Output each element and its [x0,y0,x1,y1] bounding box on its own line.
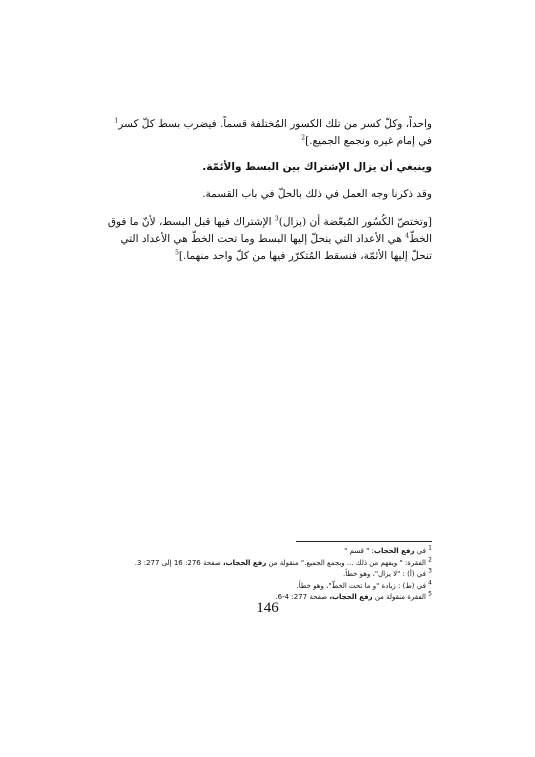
footnote-text: الفقرة منقولة من [372,593,429,601]
footnote-source: رفع الحجاب [373,547,415,555]
footnote-item [106,558,432,570]
footnote-item [106,569,432,581]
footnote-ref-4[interactable]: 4 [405,232,410,240]
footnote-ref-2[interactable]: 2 [301,134,306,142]
footnote-separator [296,541,432,542]
footnote-text: في (ط) : زيادة "و ما تحت الخطّ"، وهو خطأ. [296,581,429,590]
paragraph-3-text-b: الإشتراك فيها قبل البسط، لأنّ ما فوق الخطّ [107,216,432,245]
footnote-number: 5 [428,590,432,598]
footnote-text: الفقرة: " ويفهم من ذلك ... وبجمع الجميع." منقولة من [266,558,429,567]
paragraph-3-text-c: هي الأعداد التي ينحلّ إليها البسط وما تحت الخطّ هي الأعداد التي تنحلّ إليها الأئمّة، فنسقط المُتكرّر فيها من كلّ واحد منهما.] [120,233,432,262]
paragraph-2: وقد ذكرنا وجه العمل في ذلك بالحلّ في باب القسمة. [202,188,432,200]
footnote-text: في (أ) : "لا يزال"، وهو خطأ. [343,570,429,578]
paragraph-3 [106,214,432,265]
footnote-number: 2 [428,556,432,564]
footnote-source: رفع الحجاب، [222,558,267,567]
footnote-ref-5[interactable]: 5 [175,249,179,257]
page-number: 146 [256,600,279,616]
footnote-text-end: صفحة 277: 4-6. [275,593,330,601]
footnote-number: 4 [428,579,432,587]
footnote-text: في [414,547,429,555]
paragraph-3-text-a: [وتختصّ الكُسُور المُبعّضة أن (يزال) [278,216,432,228]
paragraph-1-tail: في إمام غيره ونجمع الجميع.] [305,135,432,147]
footnote-ref-3[interactable]: 3 [274,215,279,223]
footnote-ref-1[interactable]: 1 [114,117,119,125]
footnote-text-end: : " قسم " [344,547,374,555]
footnote-number: 1 [428,544,432,552]
footnote-item [106,581,432,593]
section-heading: وينبغي أن يزال الإشتراك بين البسط والأئمّة. [202,161,432,173]
footnote-item [106,546,432,558]
footnotes [106,546,432,604]
paragraph-1 [106,116,432,150]
footnote-text-end: صفحة 276: 16 إلى 277: 3. [134,558,223,567]
paragraph-1-text: واحداً، وكلّ كسر من تلك الكسور المُختلفة قسماً. فيضرب بسط كلّ كسر [118,118,432,130]
footnote-number: 3 [428,567,432,575]
footnote-source: رفع الحجاب، [329,593,373,601]
